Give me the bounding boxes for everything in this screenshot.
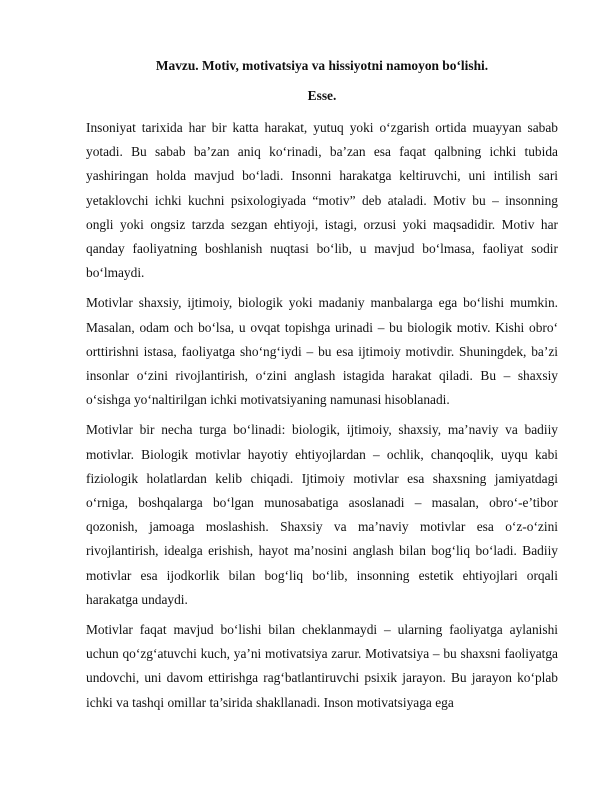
- paragraph-2: Motivlar shaxsiy, ijtimoiy, biologik yoki madaniy manbalarga ega bo‘lishi mumkin. Masalan, odam och bo‘lsa, u ovqat topishga urinadi – bu biologik motiv. Kishi obro‘ orttirishni istasa, faoliyatga sho‘ng‘iydi – bu esa ijtimoiy motivdir. Shuningdek, ba’zi insonlar o‘zini rivojlantirish, o‘zini anglash istagida harakat qiladi. Bu – shaxsiy o‘sishga yo‘naltirilgan ichki motivatsiyaning namunasi hisoblanadi.: [86, 295, 558, 408]
- paragraph-4: Motivlar faqat mavjud bo‘lishi bilan cheklanmaydi – ularning faoliyatga aylanishi uchun qo‘zg‘atuvchi kuch, ya’ni motivatsiya zarur. Motivatsiya – bu shaxsni faoliyatga undovchi, uni davom ettirishga rag‘batlantiruvchi psixik jarayon. Bu jarayon ko‘plab ichki va tashqi omillar ta’sirida shakllanadi. Inson motivatsiyaga ega: [86, 622, 558, 710]
- paragraph-1: Insoniyat tarixida har bir katta harakat, yutuq yoki o‘zgarish ortida muayyan sabab yotadi. Bu sabab ba’zan aniq ko‘rinadi, ba’zan esa faqat qalbning ichki tubida yashiringan holda mavjud bo‘ladi. Insonni harakatga keltiruvchi, uni intilish sari yetaklovchi ichki kuchni psixologiyada “motiv” deb ataladi. Motiv bu – insonning ongli yoki ongsiz tarzda sezgan ehtiyoji, istagi, orzusi yoki maqsadidir. Motiv har qanday faoliyatning boshlanish nuqtasi bo‘lib, u mavjud bo‘lmasa, faoliyat sodir bo‘lmaydi.: [86, 120, 558, 281]
- document-title: Mavzu. Motiv, motivatsiya va hissiyotni namoyon bo‘lishi.: [155, 58, 489, 73]
- document-page: [86, 58, 558, 721]
- document-subtitle: Esse.: [307, 88, 337, 103]
- paragraph-3: Motivlar bir necha turga bo‘linadi: biologik, ijtimoiy, shaxsiy, ma’naviy va badiiy motivlar. Biologik motivlar hayotiy ehtiyojlardan – ochlik, chanqoqlik, uyqu kabi fiziologik holatlardan kelib chiqadi. Ijtimoiy motivlar esa shaxsning jamiyatdagi o‘rniga, boshqalarga bo‘lgan munosabatiga asoslanadi – masalan, obro‘-e’tibor qozonish, jamoaga moslashish. Shaxsiy va ma’naviy motivlar esa o‘z-o‘zini rivojlantirish, idealga erishish, hayot ma’nosini anglash bilan bog‘liq bo‘ladi. Badiiy motivlar esa ijodkorlik bilan bog‘liq bo‘lib, insonning estetik ehtiyojlari orqali harakatga undaydi.: [86, 422, 558, 607]
